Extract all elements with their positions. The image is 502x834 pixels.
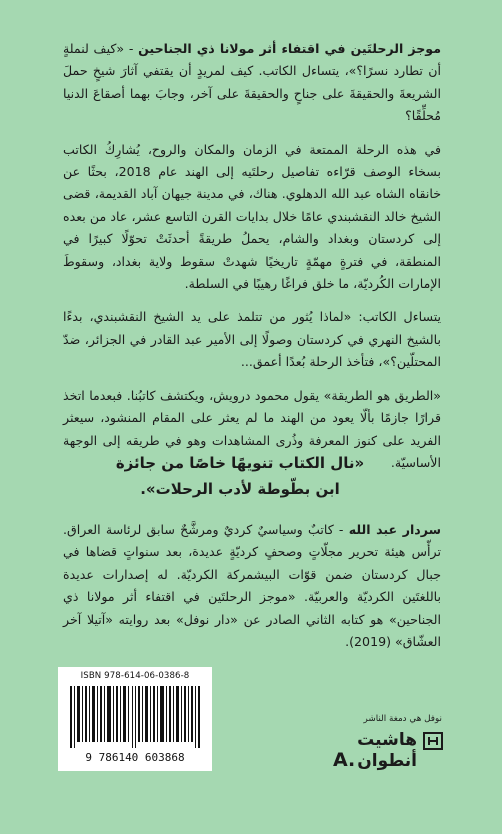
author-bio (63, 519, 441, 653)
publisher-logo-line-2: أنطوان (357, 751, 417, 771)
blurb-title: موجز الرحلتَين في اقتفاء أثر مولانا ذي الجناحين (138, 41, 441, 56)
barcode-icon (70, 686, 200, 748)
blurb-section (63, 38, 441, 485)
publisher-logo-line-1: هاشيت (357, 730, 417, 750)
blurb-paragraph-3: يتساءل الكاتب: «لماذا يُثور من تتلمذ على يد الشيخ النقشبندي، بدءًا بالشيخ النهري في كردستان وصولًا إلى الأمير عبد القادر في الجزائر، ضدّ المحتلّين؟»، فتأخذ الرحلة بُعدًا أعمق... (63, 309, 441, 370)
award-quote-line-2: ابن بطّوطة لأدب الرحلات». (140, 480, 340, 498)
barcode-panel (58, 667, 212, 771)
barcode-number: 9 786140 603868 (85, 751, 185, 764)
antoine-mark: A. (333, 749, 356, 771)
award-quote-line-1: «نال الكتاب تنويهًا خاصًا من جائزة (115, 454, 365, 472)
blurb-paragraph-2: في هذه الرحلة الممتعة في الزمان والمكان والروح، يُشارِكُ الكاتب بسخاء الوصف قرّاءه تفاصيل رحلتَيه إلى الهند عام 2018، بحثًا عن خانقاه الشاه عبد الله الدهلوي. هناك، في مدينة جيهان آباد القديمة، قضى الشيخ خالد النقشبندي عامًا خلال بدايات القرن التاسع عشر، عاد من بعده إلى كردستان وبغداد والشام، يحملُ طريقةً أحدثَتْ تحوّلًا كبيرًا في المنطقة، في فترةٍ مهمّةٍ تاريخيًا شهدتْ سقوط ولاية بغداد، وسقوطَ الإمارات الكُرديّة، ما خلق فراغًا رهيبًا في السلطة. (63, 141, 441, 292)
blurb-paragraph-1 (63, 38, 441, 128)
author-bio-text: - كاتبٌ وسياسيٌ كرديٌ ومرشَّحٌ سابق لرئاسة العراق. ترأّس هيئة تحرير مجلّاتٍ وصحفٍ كرديّةٍ عديدة، بعد سنواتٍ قضاها في جبال كردستان ضمن قوّات البيشمركة الكرديّة. له إصدارات عديدة باللغتَين الكرديّة والعربيّة. «موجز الرحلتَين في اقتفاء أثر مولانا ذي الجناحين» هو كتابه الثاني الصادر عن «دار نوفل» بعد روايته «آتيلا آخر العشّاق» (2019). (63, 522, 441, 650)
blurb-paragraph-4: «الطريق هو الطريقة» يقول محمود درويش، ويكتشف كاتبُنا. فبعدما اتخذ قرارًا جازمًا بألّا يعود من الهند ما لم يعثر على المقام المنشود، سيعثر الفريد على كنوز المعرفة وذُرى المشاهدات وهو في طريقه إلى الوجهة الأساسيّة. (63, 387, 441, 470)
isbn-label: ISBN 978-614-06-0386-8 (80, 671, 190, 681)
award-quote (40, 450, 440, 502)
blurb-paragraph-1-text: - «كيف لنملةٍ أن تطارد نسرًا؟»، يتساءل الكاتب. كيف لمريدٍ أن يقتفي آثارَ شيخٍ حملَ الشريعةَ والحقيقةَ على جناحٍ والحقيقةَ على آخر، وجابَ بهما أصقاعَ الدنيا مُحلِّقًا؟ (63, 41, 441, 124)
publisher-logo (333, 730, 443, 776)
hachette-mark-icon (423, 732, 443, 750)
publisher-note: نوفل هي دمغة الناشر (363, 714, 442, 724)
author-name: سردار عبد الله (348, 522, 441, 537)
